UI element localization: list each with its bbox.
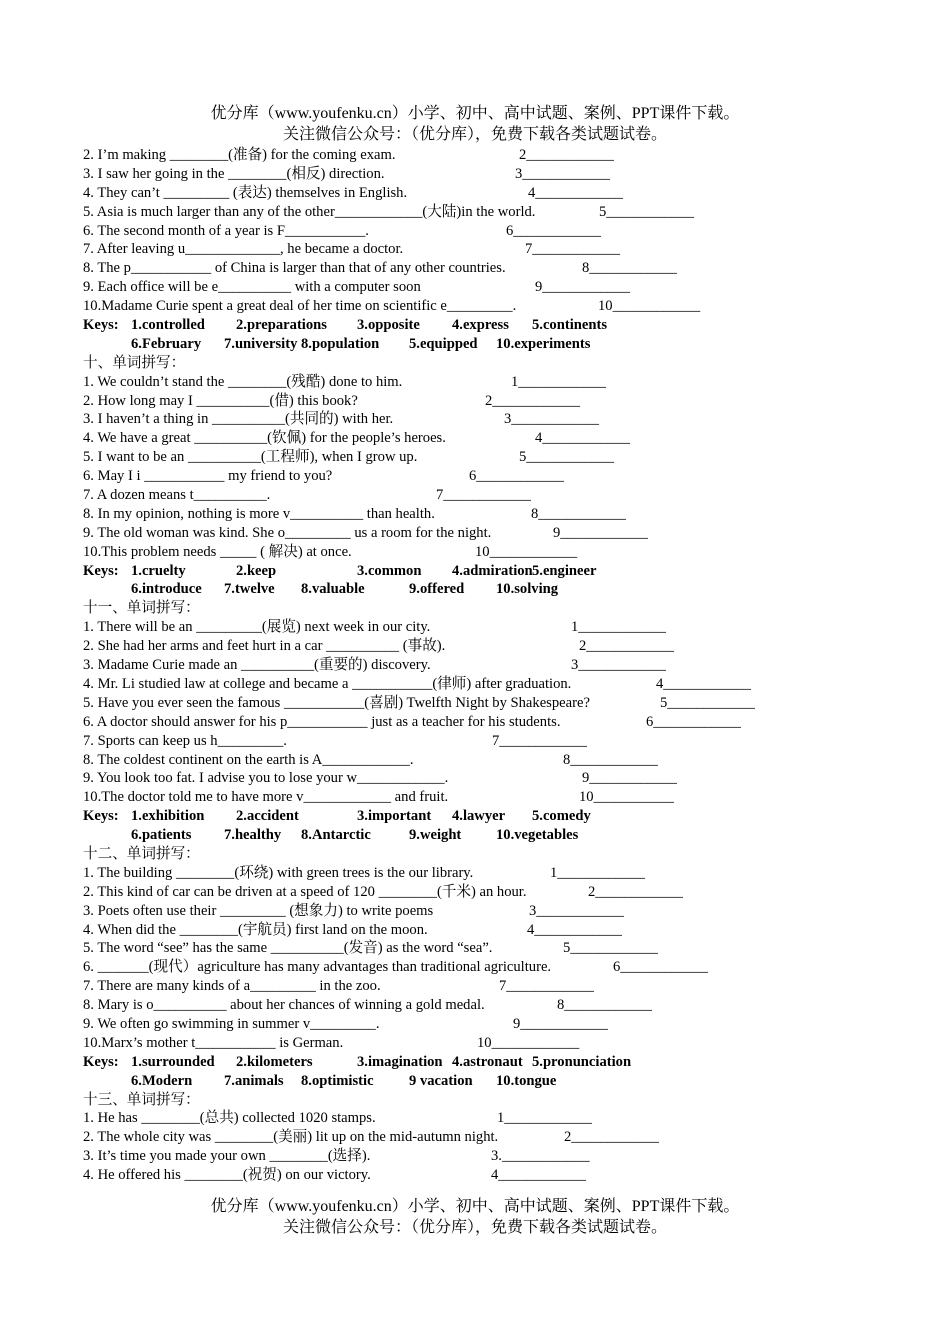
answer-blank: 10____________	[475, 543, 578, 560]
question-text: 5. Asia is much larger than any of the other____________(大陆)in the world.	[83, 203, 536, 220]
answer-blank: 1____________	[550, 864, 645, 881]
question-row	[83, 297, 943, 316]
answer-key-item: 6.Modern	[131, 1072, 193, 1089]
keys-label: Keys:	[83, 317, 119, 334]
question-text: 8. In my opinion, nothing is more v__________ than health.	[83, 505, 435, 522]
question-text: 1. There will be an _________(展览) next week in our city.	[83, 619, 431, 636]
question-text: 2. This kind of car can be driven at a speed of 120 ________(千米) an hour.	[83, 883, 527, 900]
answer-key-item: 3.imagination	[357, 1053, 443, 1070]
question-text: 1. The building ________(环绕) with green trees is the our library.	[83, 864, 474, 881]
answer-blank: 8____________	[557, 997, 652, 1014]
question-row	[83, 939, 943, 958]
answer-keys-row	[83, 1053, 943, 1072]
section-title: 十、单词拼写：	[83, 354, 186, 371]
answer-key-item: 5.comedy	[532, 808, 591, 825]
answer-blank: 8____________	[582, 260, 677, 277]
question-row	[83, 996, 943, 1015]
question-row	[83, 1015, 943, 1034]
answer-key-item: 6.introduce	[131, 581, 202, 598]
question-row	[83, 373, 943, 392]
answer-key-item: 8.valuable	[301, 581, 365, 598]
question-row	[83, 392, 943, 411]
question-text: 5. I want to be an __________(工程师), when I grow up.	[83, 449, 418, 466]
question-row	[83, 543, 943, 562]
question-text: 3. I saw her going in the ________(相反) direction.	[83, 165, 385, 182]
section-title: 十三、单词拼写：	[83, 1091, 200, 1108]
question-row	[83, 883, 943, 902]
question-text: 6. The second month of a year is F___________.	[83, 222, 369, 239]
answer-key-item: 6.February	[131, 335, 202, 352]
question-text: 4. When did the ________(宇航员) first land on the moon.	[83, 921, 428, 938]
question-text: 10.This problem needs _____ ( 解决) at once.	[83, 543, 352, 560]
answer-key-item: 10.experiments	[496, 335, 591, 352]
answer-blank: 10____________	[598, 298, 701, 315]
answer-key-item: 5.pronunciation	[532, 1053, 632, 1070]
question-row	[83, 146, 943, 165]
answer-keys-row	[83, 580, 943, 599]
answer-key-item: 8.Antarctic	[301, 827, 371, 844]
question-row	[83, 656, 943, 675]
answer-keys-row	[83, 826, 943, 845]
answer-key-item: 7.healthy	[224, 827, 282, 844]
answer-blank: 1____________	[497, 1110, 592, 1127]
answer-key-item: 4.lawyer	[452, 808, 506, 825]
question-row	[83, 448, 943, 467]
answer-key-item: 10.solving	[496, 581, 559, 598]
answer-blank: 2____________	[519, 147, 614, 163]
question-row	[83, 694, 943, 713]
question-text: 3. I haven’t a thing in __________(共同的) with her.	[83, 411, 394, 428]
question-row	[83, 222, 943, 241]
answer-blank: 3____________	[504, 411, 599, 428]
question-text: 5. The word “see” has the same __________(发音) as the word “sea”.	[83, 940, 493, 957]
question-row	[83, 1109, 943, 1128]
section-title: 十二、单词拼写：	[83, 845, 200, 862]
answer-blank: 5____________	[599, 203, 694, 220]
question-row	[83, 467, 943, 486]
question-text: 7. There are many kinds of a_________ in the zoo.	[83, 978, 381, 995]
question-text: 10.Madame Curie spent a great deal of her time on scientific e_________.	[83, 298, 517, 315]
answer-keys-row	[83, 316, 943, 335]
question-text: 6. May I i ___________ my friend to you?	[83, 468, 333, 485]
answer-key-item: 9.weight	[409, 827, 462, 844]
answer-blank: 6____________	[646, 713, 741, 730]
question-row	[83, 769, 943, 788]
keys-label: Keys:	[83, 808, 119, 825]
answer-key-item: 5.engineer	[532, 562, 597, 579]
question-text: 8. The p___________ of China is larger than that of any other countries.	[83, 260, 506, 277]
answer-key-item: 3.opposite	[357, 317, 420, 334]
answer-key-item: 5.equipped	[409, 335, 478, 352]
question-text: 1. He has ________(总共) collected 1020 stamps.	[83, 1110, 376, 1127]
answer-key-item: 9 vacation	[409, 1072, 473, 1089]
answer-key-item: 4.admiration	[452, 562, 533, 579]
answer-key-item: 1.surrounded	[131, 1053, 215, 1070]
answer-key-item: 2.keep	[236, 562, 277, 579]
question-text: 6. _______(现代）agriculture has many advantages than traditional agriculture.	[83, 959, 552, 976]
question-row	[83, 1034, 943, 1053]
header-line-1: 优分库（www.youfenku.cn）小学、初中、高中试题、案例、PPT课件下载。	[210, 105, 740, 122]
footer-line-2: 关注微信公众号：（优分库），免费下载各类试题试卷。	[282, 1219, 667, 1236]
question-row	[83, 977, 943, 996]
section-title: 十一、单词拼写：	[83, 600, 200, 617]
keys-label: Keys:	[83, 562, 119, 579]
question-row	[83, 278, 943, 297]
question-text: 7. Sports can keep us h_________.	[83, 732, 287, 749]
answer-key-item: 2.preparations	[236, 317, 327, 334]
question-text: 2. She had her arms and feet hurt in a car __________ (事故).	[83, 638, 446, 655]
answer-blank: 2____________	[564, 1129, 659, 1146]
answer-blank: 4____________	[535, 430, 630, 447]
answer-key-item: 3.important	[357, 808, 432, 825]
question-text: 7. After leaving u_____________, he became a doctor.	[83, 241, 404, 258]
answer-blank: 7____________	[436, 487, 531, 504]
question-text: 4. We have a great __________(钦佩) for the people’s heroes.	[83, 430, 446, 447]
answer-blank: 9____________	[582, 770, 677, 787]
answer-blank: 2____________	[485, 392, 580, 409]
question-text: 9. You look too fat. I advise you to lose your w____________.	[83, 770, 449, 787]
question-text: 9. We often go swimming in summer v_________.	[83, 1015, 380, 1032]
question-row	[83, 486, 943, 505]
answer-blank: 10___________	[579, 789, 674, 806]
answer-key-item: 9.offered	[409, 581, 465, 598]
question-row	[83, 203, 943, 222]
answer-blank: 3____________	[571, 657, 666, 674]
question-row	[83, 788, 943, 807]
answer-blank: 3.____________	[491, 1148, 590, 1165]
exercise-lines	[83, 146, 943, 1185]
question-row	[83, 902, 943, 921]
footer-line-1: 优分库（www.youfenku.cn）小学、初中、高中试题、案例、PPT课件下载。	[210, 1198, 740, 1215]
question-text: 4. Mr. Li studied law at college and became a ___________(律师) after graduation.	[83, 675, 572, 692]
question-row	[83, 1147, 943, 1166]
answer-keys-row	[83, 335, 943, 354]
answer-blank: 3____________	[529, 902, 624, 919]
question-row	[83, 1128, 943, 1147]
question-text: 2. I’m making ________(准备) for the coming exam.	[83, 147, 396, 163]
answer-blank: 5____________	[660, 694, 755, 711]
answer-blank: 1____________	[511, 373, 606, 390]
question-row	[83, 524, 943, 543]
answer-key-item: 8.optimistic	[301, 1072, 374, 1089]
answer-blank: 8____________	[531, 505, 626, 522]
answer-key-item: 8.population	[301, 335, 380, 352]
question-text: 5. Have you ever seen the famous ___________(喜剧) Twelfth Night by Shakespeare?	[83, 694, 590, 711]
question-text: 2. How long may I __________(借) this book?	[83, 392, 358, 409]
question-text: 9. The old woman was kind. She o_________ us a room for the night.	[83, 524, 492, 541]
answer-blank: 6____________	[469, 468, 564, 485]
answer-key-item: 10.vegetables	[496, 827, 579, 844]
answer-blank: 1____________	[571, 619, 666, 636]
question-text: 3. It’s time you made your own ________(选择).	[83, 1148, 371, 1165]
question-row	[83, 1166, 943, 1185]
answer-key-item: 4.astronaut	[452, 1053, 523, 1070]
question-text: 4. He offered his ________(祝贺) on our victory.	[83, 1167, 371, 1184]
answer-blank: 6____________	[613, 959, 708, 976]
question-text: 7. A dozen means t__________.	[83, 487, 271, 504]
question-row	[83, 618, 943, 637]
answer-key-item: 2.accident	[236, 808, 299, 825]
answer-key-item: 10.tongue	[496, 1072, 557, 1089]
question-text: 2. The whole city was ________(美丽) lit up on the mid-autumn night.	[83, 1129, 499, 1146]
answer-blank: 2____________	[588, 883, 683, 900]
answer-blank: 9____________	[553, 524, 648, 541]
question-text: 10.Marx’s mother t___________ is German.	[83, 1034, 344, 1051]
question-row	[83, 864, 943, 883]
question-text: 8. Mary is o__________ about her chances of winning a gold medal.	[83, 997, 485, 1014]
answer-keys-row	[83, 807, 943, 826]
question-text: 9. Each office will be e__________ with a computer soon	[83, 279, 421, 296]
answer-blank: 4____________	[527, 921, 622, 938]
answer-blank: 7____________	[525, 241, 620, 258]
question-row	[83, 675, 943, 694]
question-text: 6. A doctor should answer for his p___________ just as a teacher for his students.	[83, 713, 561, 730]
answer-key-item: 7.animals	[224, 1072, 284, 1089]
answer-blank: 4____________	[491, 1167, 586, 1184]
question-row	[83, 184, 943, 203]
header-line-2: 关注微信公众号：（优分库），免费下载各类试题试卷。	[282, 126, 667, 143]
question-row	[83, 958, 943, 977]
question-row	[83, 732, 943, 751]
answer-blank: 2____________	[579, 638, 674, 655]
question-text: 8. The coldest continent on the earth is A____________.	[83, 751, 414, 768]
answer-blank: 10____________	[477, 1034, 580, 1051]
question-row	[83, 921, 943, 940]
question-text: 3. Madame Curie made an __________(重要的) discovery.	[83, 657, 431, 674]
answer-key-item: 7.twelve	[224, 581, 275, 598]
question-text: 3. Poets often use their _________ (想象力) to write poems	[83, 902, 434, 919]
question-row	[83, 410, 943, 429]
question-row	[83, 259, 943, 278]
question-text: 4. They can’t _________ (表达) themselves in English.	[83, 184, 408, 201]
answer-key-item: 1.controlled	[131, 317, 205, 334]
answer-blank: 7____________	[499, 978, 594, 995]
question-row	[83, 240, 943, 259]
answer-key-item: 5.continents	[532, 317, 607, 334]
answer-blank: 5____________	[563, 940, 658, 957]
answer-key-item: 2.kilometers	[236, 1053, 313, 1070]
answer-blank: 7____________	[492, 732, 587, 749]
answer-key-item: 1.cruelty	[131, 562, 186, 579]
answer-blank: 4____________	[528, 184, 623, 201]
answer-keys-row	[83, 562, 943, 581]
question-text: 10.The doctor told me to have more v____________ and fruit.	[83, 789, 449, 806]
answer-blank: 3____________	[515, 165, 610, 182]
question-row	[83, 429, 943, 448]
answer-key-item: 4.express	[452, 317, 509, 334]
answer-key-item: 6.patients	[131, 827, 192, 844]
answer-blank: 4____________	[656, 675, 751, 692]
answer-key-item: 3.common	[357, 562, 422, 579]
question-row	[83, 751, 943, 770]
answer-key-item: 1.exhibition	[131, 808, 205, 825]
question-row	[83, 165, 943, 184]
answer-blank: 9____________	[535, 279, 630, 296]
answer-blank: 6____________	[506, 222, 601, 239]
keys-label: Keys:	[83, 1053, 119, 1070]
answer-keys-row	[83, 1072, 943, 1091]
answer-key-item: 7.university	[224, 335, 298, 352]
answer-blank: 9____________	[513, 1015, 608, 1032]
answer-blank: 8____________	[563, 751, 658, 768]
answer-blank: 5____________	[519, 449, 614, 466]
question-text: 1. We couldn’t stand the ________(残酷) done to him.	[83, 373, 403, 390]
question-row	[83, 713, 943, 732]
question-row	[83, 637, 943, 656]
question-row	[83, 505, 943, 524]
